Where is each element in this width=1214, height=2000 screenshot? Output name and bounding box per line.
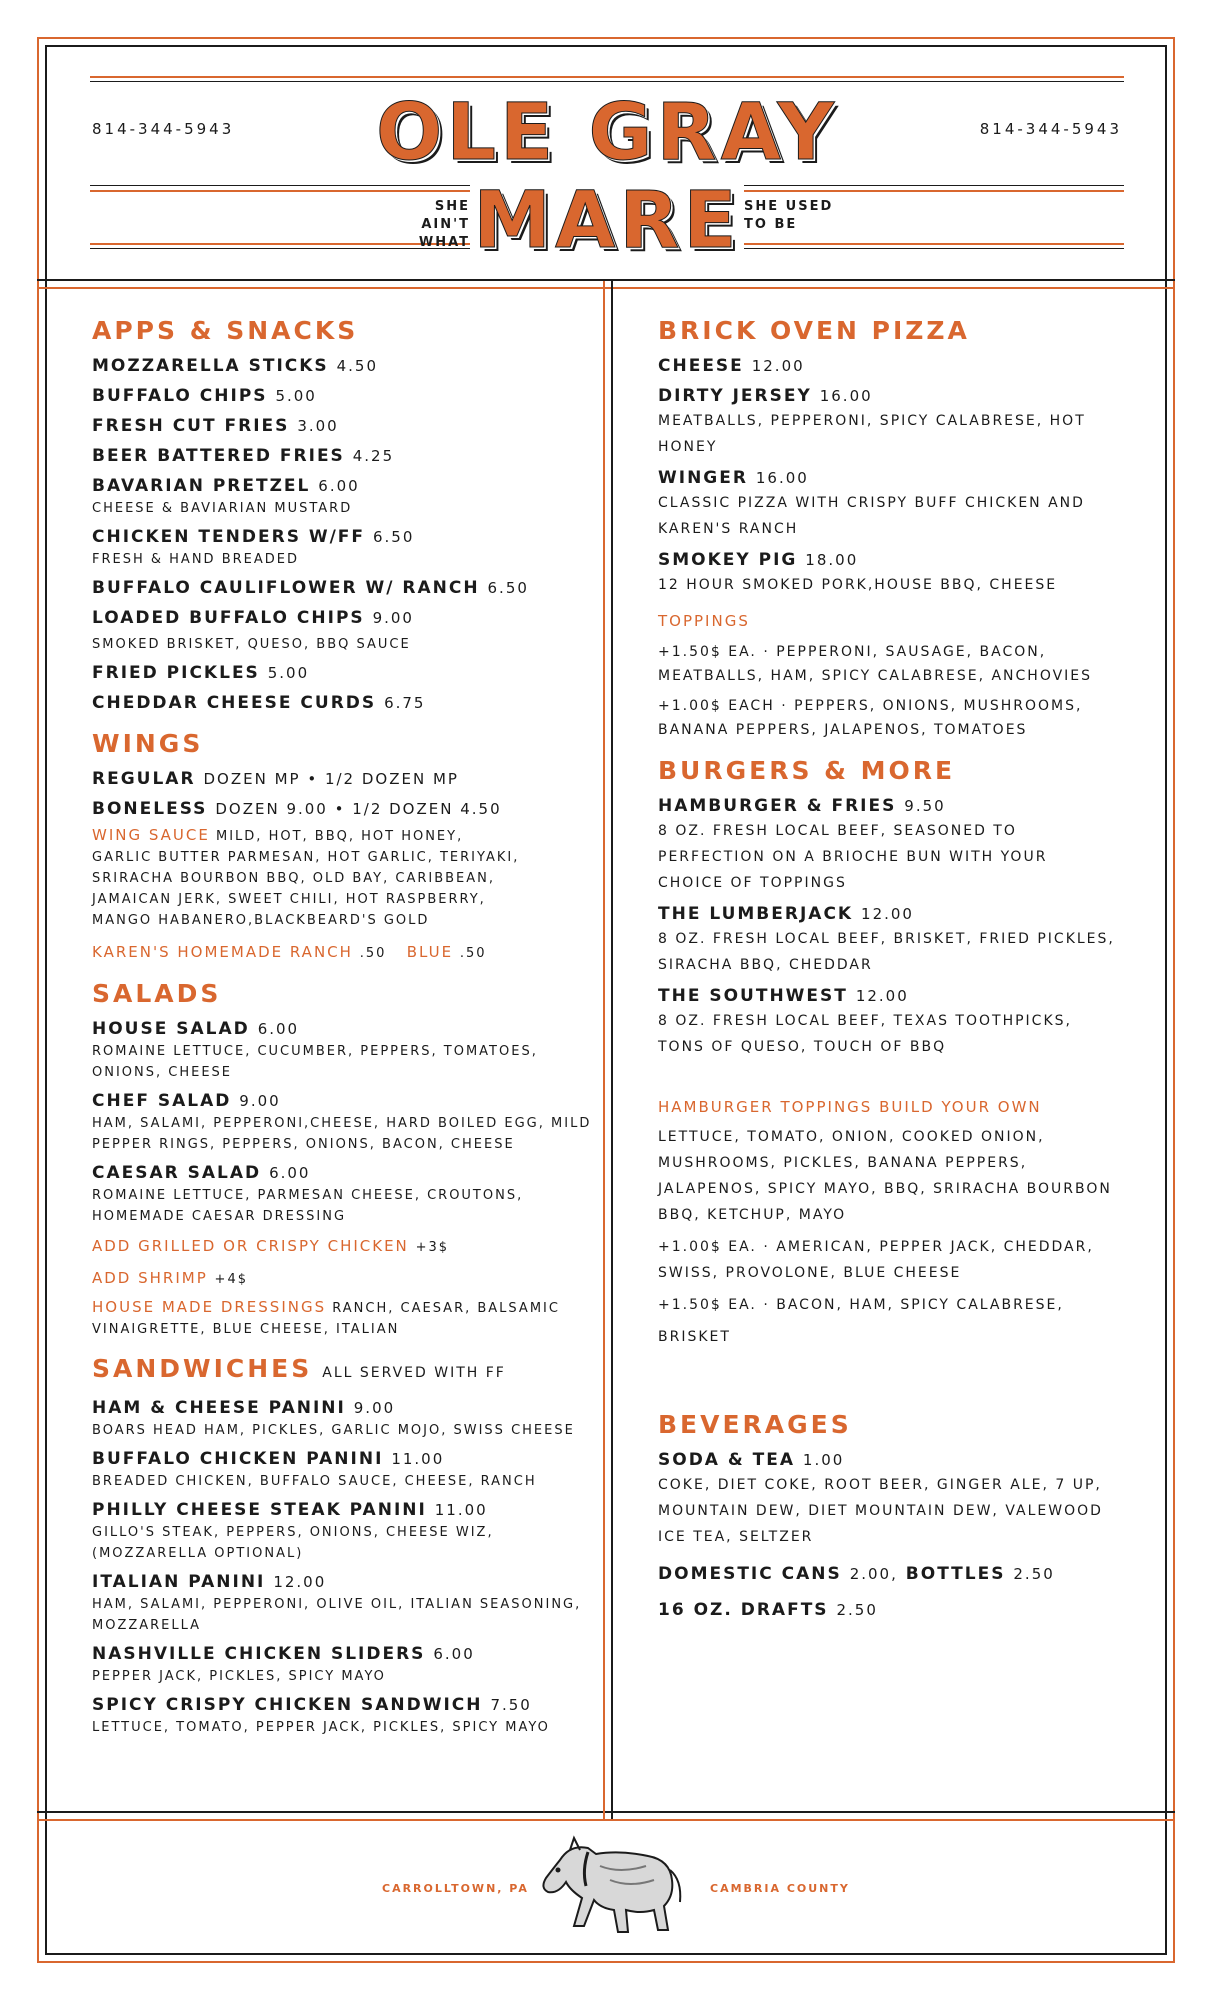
body-divider-bottom	[37, 1811, 1175, 1813]
menu-item: HAMBURGER & FRIES 9.50	[658, 796, 946, 816]
build-meat-addons: +1.50$ EA. · BACON, HAM, SPICY CALABRESE,	[658, 1297, 1064, 1313]
tagline-left-2: WHAT	[418, 235, 470, 250]
menu-item: CHICKEN TENDERS W/FF 6.50	[92, 527, 415, 547]
sandwiches-subheading: ALL SERVED WITH FF	[322, 1365, 506, 1381]
apps-list	[92, 354, 592, 715]
menu-item: BUFFALO CHICKEN PANINI 11.00	[92, 1449, 445, 1469]
wing-sauce-label: WING SAUCE	[92, 826, 210, 844]
menu-item: SMOKEY PIG 18.00	[658, 550, 859, 570]
section-heading-apps: APPS & SNACKS	[92, 316, 359, 345]
menu-item-desc: SMOKED BRISKET, QUESO, BBQ SAUCE	[92, 637, 411, 652]
build-cheese-addons: +1.00$ EA. · AMERICAN, PEPPER JACK, CHEDDAR, SWISS, PROVOLONE, BLUE CHEESE	[658, 1239, 1094, 1281]
menu-item: HAM & CHEESE PANINI 9.00	[92, 1398, 396, 1418]
menu-item-desc: ROMAINE LETTUCE, CUCUMBER, PEPPERS, TOMATOES, ONIONS, CHEESE	[92, 1044, 538, 1080]
menu-item: SPICY CRISPY CHICKEN SANDWICH 7.50	[92, 1695, 532, 1715]
menu-item-desc: 12 HOUR SMOKED PORK,HOUSE BBQ, CHEESE	[658, 577, 1058, 593]
add-chicken-note: ADD GRILLED OR CRISPY CHICKEN +3$	[92, 1237, 449, 1255]
menu-item-desc: 8 OZ. FRESH LOCAL BEEF, SEASONED TO PERFECTION ON A BRIOCHE BUN WITH YOUR CHOICE OF TOPPINGS	[658, 823, 1048, 891]
menu-item-desc: HAM, SALAMI, PEPPERONI,CHEESE, HARD BOILED EGG, MILD PEPPER RINGS, PEPPERS, ONIONS, BACON, CHEESE	[92, 1116, 592, 1152]
menu-item: CAESAR SALAD 6.00	[92, 1163, 311, 1183]
tagline-right	[744, 198, 844, 234]
wing-sauce-list: WING SAUCE MILD, HOT, BBQ, HOT HONEY, GARLIC BUTTER PARMESAN, HOT GARLIC, TERIYAKI, SRIRACHA BOURBON BBQ, OLD BAY, CARIBBEAN, JAMAICAN JERK, SWEET CHILI, HOT RASPBERRY, MANGO HABANERO,BLACKBEARD'S GOLD	[92, 826, 520, 928]
menu-item: BONELESS DOZEN 9.00 • 1/2 DOZEN 4.50	[92, 799, 502, 819]
menu-item: BUFFALO CHIPS 5.00	[92, 386, 317, 406]
section-heading-beverages: BEVERAGES	[658, 1410, 852, 1439]
menu-item: 16 OZ. DRAFTS 2.50	[658, 1600, 878, 1620]
menu-item-desc: CLASSIC PIZZA WITH CRISPY BUFF CHICKEN AND KAREN'S RANCH	[658, 495, 1085, 537]
menu-item: CHEESE 12.00	[658, 356, 805, 376]
menu-item-desc: CHEESE & BAVIARIAN MUSTARD	[92, 501, 353, 516]
menu-item: HOUSE SALAD 6.00	[92, 1019, 300, 1039]
menu-item: DOMESTIC CANS 2.00, BOTTLES 2.50	[658, 1564, 1055, 1584]
menu-item: DIRTY JERSEY 16.00	[658, 386, 873, 406]
footer-location: CARROLLTOWN, PA	[382, 1882, 529, 1895]
left-column	[92, 306, 592, 1738]
menu-item-desc: COKE, DIET COKE, ROOT BEER, GINGER ALE, 7 UP, MOUNTAIN DEW, DIET MOUNTAIN DEW, VALEWOOD ICE TEA, SELTZER	[658, 1477, 1103, 1545]
header-rule-top-2	[90, 81, 1124, 82]
section-heading-burgers: BURGERS & MORE	[658, 756, 956, 785]
menu-item-desc: GILLO'S STEAK, PEPPERS, ONIONS, CHEESE WIZ, (MOZZARELLA OPTIONAL)	[92, 1525, 494, 1561]
menu-item: MOZZARELLA STICKS 4.50	[92, 356, 379, 376]
menu-item-desc: LETTUCE, TOMATO, PEPPER JACK, PICKLES, SPICY MAYO	[92, 1720, 550, 1735]
restaurant-title-line1: OLE GRAY	[376, 88, 838, 178]
section-heading-pizza: BRICK OVEN PIZZA	[658, 316, 970, 345]
menu-item-desc: ROMAINE LETTUCE, PARMESAN CHEESE, CROUTONS, HOMEMADE CAESAR DRESSING	[92, 1188, 524, 1224]
menu-item-desc: 8 OZ. FRESH LOCAL BEEF, BRISKET, FRIED PICKLES, SIRACHA BBQ, CHEDDAR	[658, 931, 1115, 973]
column-divider	[603, 281, 605, 1819]
restaurant-title-line2: MARE	[473, 176, 741, 266]
menu-item: NASHVILLE CHICKEN SLIDERS 6.00	[92, 1644, 475, 1664]
column-divider-2	[611, 281, 613, 1819]
ranch-note: KAREN'S HOMEMADE RANCH .50 BLUE .50	[92, 943, 487, 961]
menu-item-desc: BOARS HEAD HAM, PICKLES, GARLIC MOJO, SWISS CHEESE	[92, 1423, 575, 1438]
body-divider-top	[37, 279, 1175, 281]
header-rule-top	[90, 76, 1124, 78]
footer-county: CAMBRIA COUNTY	[710, 1882, 850, 1895]
tagline-right-1: SHE USED	[744, 199, 834, 214]
right-column	[658, 306, 1118, 1622]
section-heading-wings: WINGS	[92, 729, 204, 758]
toppings-label: TOPPINGS	[658, 612, 750, 630]
menu-item: BUFFALO CAULIFLOWER W/ RANCH 6.50	[92, 578, 529, 598]
phone-right[interactable]: 814-344-5943	[979, 120, 1122, 138]
menu-item: ITALIAN PANINI 12.00	[92, 1572, 327, 1592]
build-meat-addons-2: BRISKET	[658, 1329, 731, 1345]
menu-item: CHEF SALAD 9.00	[92, 1091, 281, 1111]
menu-item: FRESH CUT FRIES 3.00	[92, 416, 339, 436]
toppings-premium: +1.50$ EA. · PEPPERONI, SAUSAGE, BACON, MEATBALLS, HAM, SPICY CALABRESE, ANCHOVIES	[658, 644, 1093, 684]
body-divider-top-2	[37, 287, 1175, 289]
menu-item: THE SOUTHWEST 12.00	[658, 986, 909, 1006]
horse-icon	[530, 1830, 690, 1940]
menu-item-desc: MEATBALLS, PEPPERONI, SPICY CALABRESE, HOT HONEY	[658, 413, 1086, 455]
menu-item: PHILLY CHEESE STEAK PANINI 11.00	[92, 1500, 488, 1520]
menu-item-desc: PEPPER JACK, PICKLES, SPICY MAYO	[92, 1669, 386, 1684]
tagline-right-2: TO BE	[744, 217, 798, 232]
tagline-left	[388, 198, 470, 252]
menu-item-desc: BREADED CHICKEN, BUFFALO SAUCE, CHEESE, RANCH	[92, 1474, 537, 1489]
tagline-left-1: SHE AIN'T	[421, 199, 470, 232]
menu-item: BAVARIAN PRETZEL 6.00	[92, 476, 360, 496]
menu-item: THE LUMBERJACK 12.00	[658, 904, 914, 924]
menu-item-desc: FRESH & HAND BREADED	[92, 552, 299, 567]
mare-logo	[530, 1830, 690, 1940]
menu-item: LOADED BUFFALO CHIPS 9.00	[92, 608, 414, 628]
section-heading-salads: SALADS	[92, 979, 222, 1008]
menu-item-desc: 8 OZ. FRESH LOCAL BEEF, TEXAS TOOTHPICKS, TONS OF QUESO, TOUCH OF BBQ	[658, 1013, 1072, 1055]
add-shrimp-note: ADD SHRIMP +4$	[92, 1269, 248, 1287]
body-divider-bottom-2	[37, 1819, 1175, 1821]
menu-item-desc: HAM, SALAMI, PEPPERONI, OLIVE OIL, ITALIAN SEASONING, MOZZARELLA	[92, 1597, 582, 1633]
build-your-own-list: LETTUCE, TOMATO, ONION, COOKED ONION, MUSHROOMS, PICKLES, BANANA PEPPERS, JALAPENOS, SPICY MAYO, BBQ, SRIRACHA BOURBON BBQ, KETCHUP, MAYO	[658, 1129, 1112, 1223]
menu-item: CHEDDAR CHEESE CURDS 6.75	[92, 693, 426, 713]
menu-item: FRIED PICKLES 5.00	[92, 663, 310, 683]
menu-item: BEER BATTERED FRIES 4.25	[92, 446, 395, 466]
menu-item: WINGER 16.00	[658, 468, 809, 488]
build-your-own-label: HAMBURGER TOPPINGS BUILD YOUR OWN	[658, 1098, 1042, 1116]
menu-item: REGULAR DOZEN MP • 1/2 DOZEN MP	[92, 769, 459, 789]
phone-left[interactable]: 814-344-5943	[92, 120, 235, 138]
menu-item: SODA & TEA 1.00	[658, 1450, 845, 1470]
section-heading-sandwiches: SANDWICHES ALL SERVED WITH FF	[92, 1354, 506, 1383]
dressings-note: HOUSE MADE DRESSINGS RANCH, CAESAR, BALSAMIC VINAIGRETTE, BLUE CHEESE, ITALIAN	[92, 1298, 560, 1337]
toppings-standard: +1.00$ EACH · PEPPERS, ONIONS, MUSHROOMS, BANANA PEPPERS, JALAPENOS, TOMATOES	[658, 698, 1083, 738]
